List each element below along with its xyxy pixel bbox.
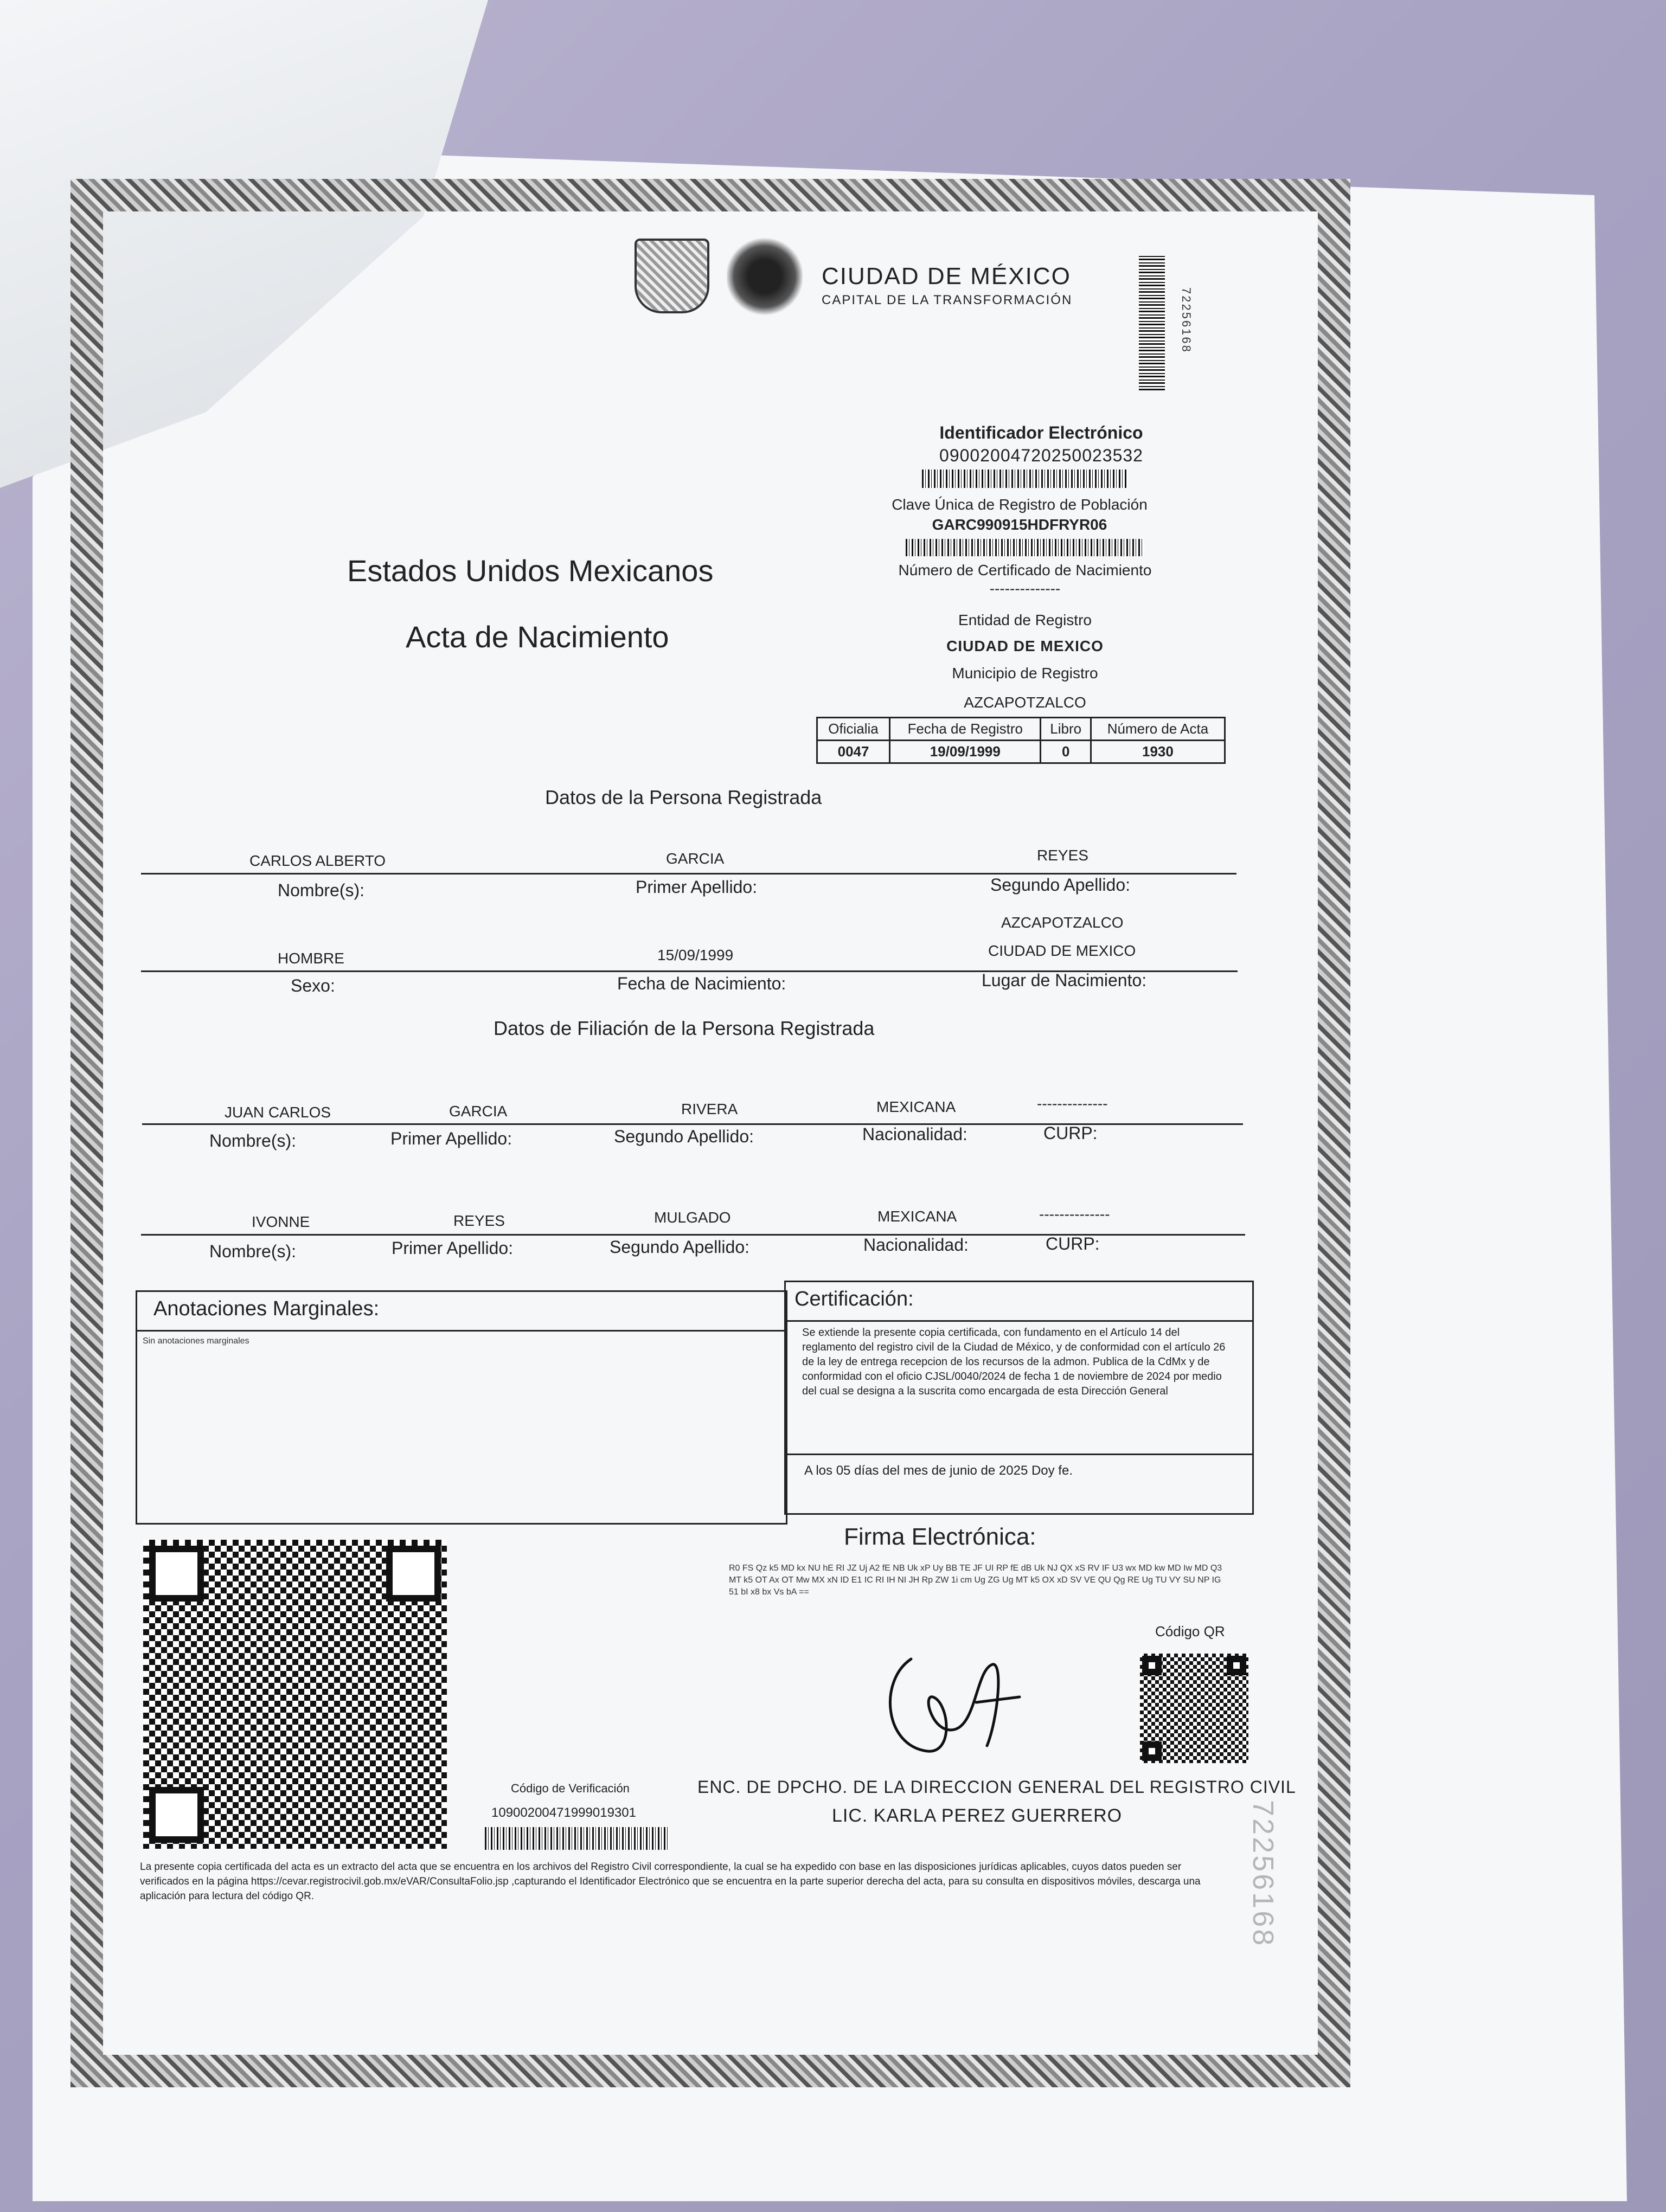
person-lugar-label: Lugar de Nacimiento: (982, 970, 1147, 990)
shield-emblem-icon (635, 239, 709, 313)
person-segundo-apellido: REYES (1037, 847, 1088, 864)
qr-label: Código QR (1155, 1623, 1225, 1639)
annotations-box (136, 1290, 787, 1525)
parent2-segundo: MULGADO (654, 1209, 731, 1226)
certification-title: Certificación: (794, 1288, 914, 1310)
person-nombres: CARLOS ALBERTO (249, 852, 386, 869)
city-name: CIUDAD DE MÉXICO (822, 263, 1071, 290)
vertical-folio: 72256168 (1180, 287, 1193, 353)
parent1-curp: -------------- (1037, 1095, 1108, 1112)
person-primer-apellido: GARCIA (666, 850, 725, 867)
curp-value: GARC990915HDFRYR06 (932, 516, 1107, 533)
parent2-primer: REYES (453, 1212, 505, 1229)
parent2-nombres-label: Nombre(s): (209, 1242, 297, 1261)
parent2-nacionalidad-label: Nacionalidad: (863, 1235, 969, 1255)
entidad-value: CIUDAD DE MEXICO (946, 638, 1104, 654)
header-numero-acta: Número de Acta (1091, 718, 1225, 741)
person-segundo-apellido-label: Segundo Apellido: (990, 875, 1130, 895)
curp-barcode (906, 539, 1144, 556)
person-nombres-label: Nombre(s): (278, 880, 365, 900)
header-oficialia: Oficialia (817, 718, 890, 741)
entidad-label: Entidad de Registro (958, 612, 1092, 628)
person-lugar-line1: AZCAPOTZALCO (1001, 914, 1124, 931)
municipio-value: AZCAPOTZALCO (964, 694, 1086, 711)
value-libro: 0 (1041, 741, 1091, 763)
certification-date: A los 05 días del mes de junio de 2025 Doy fe. (804, 1463, 1073, 1478)
parent2-curp-label: CURP: (1046, 1234, 1100, 1253)
parent1-segundo-label: Segundo Apellido: (614, 1127, 754, 1146)
cert-num-label: Número de Certificado de Nacimiento (898, 562, 1152, 578)
parent1-primer-label: Primer Apellido: (390, 1129, 512, 1148)
parent2-segundo-label: Segundo Apellido: (610, 1237, 749, 1257)
parent1-nacionalidad: MEXICANA (876, 1098, 956, 1115)
person-primer-apellido-label: Primer Apellido: (636, 877, 758, 897)
person-sexo-label: Sexo: (291, 976, 335, 995)
registry-table-values (817, 741, 1225, 763)
electronic-id-label: Identificador Electrónico (939, 423, 1143, 442)
person-fecha-label: Fecha de Nacimiento: (617, 974, 786, 993)
signature-hash: R0 FS Qz k5 MD kx NU hE RI JZ Uj A2 fE NB Uk xP Uy BB TE JF UI RP fE dB Uk NJ QX xS RV IF U3 wx MD kw MD Iw MD Q3 MT k5 OT Ax OT Mw MX xN ID E1 IC RI IH NI JH Rp ZW 1i cm Ug ZG Ug MT k5 OX xD SV VE QU Qg RE Ug TU VY SU NP IG 51 bI x8 bx Vs bA == (729, 1564, 1222, 1597)
certification-date-divider (786, 1454, 1252, 1455)
header-libro: Libro (1041, 718, 1091, 741)
filiation-section-title: Datos de Filiación de la Persona Registrada (494, 1017, 875, 1039)
parent2-primer-label: Primer Apellido: (392, 1238, 514, 1258)
certification-divider (786, 1320, 1252, 1322)
folio-bottom: 72256168 (1247, 1800, 1279, 1948)
electronic-id: 09002004720250023532 (939, 446, 1143, 465)
document-title: Acta de Nacimiento (406, 620, 669, 654)
qr-finder-pattern (149, 1787, 204, 1843)
footer-disclaimer: La presente copia certificada del acta es un extracto del acta que se encuentra en los archivos del Registro Civil correspondiente, la cual se ha expedido con base en las disposiciones jurídicas aplicables, cuyos datos pueden ser verificados en la página https://cevar.registrocivil.gob.mx/eVAR/ConsultaFolio.jsp ,capturando el Identificador Electrónico que se encuentra en la parte superior derecha del acta, para su consulta en dispositivos móviles, descarga una aplicación para lectura del código QR. (140, 1861, 1201, 1902)
parent1-nombres-label: Nombre(s): (209, 1131, 297, 1150)
header-fecha-registro: Fecha de Registro (890, 718, 1041, 741)
person-name-underline (141, 873, 1236, 874)
verif-label: Código de Verificación (511, 1782, 630, 1795)
person-sexo: HOMBRE (278, 950, 344, 967)
curp-label: Clave Única de Registro de Población (892, 496, 1148, 513)
city-tagline: CAPITAL DE LA TRANSFORMACIÓN (822, 293, 1073, 307)
verif-barcode (485, 1827, 669, 1850)
country-title: Estados Unidos Mexicanos (347, 554, 714, 588)
handwritten-signature-icon (868, 1637, 1030, 1767)
parent2-curp: -------------- (1039, 1206, 1110, 1223)
vertical-barcode (1139, 255, 1165, 390)
annotations-divider (137, 1330, 786, 1332)
official-title: ENC. DE DPCHO. DE LA DIRECCION GENERAL DEL REGISTRO CIVIL (697, 1777, 1296, 1797)
verification-qr-code (143, 1540, 447, 1849)
municipio-label: Municipio de Registro (952, 665, 1098, 681)
parent1-nombres: JUAN CARLOS (225, 1104, 331, 1121)
parent2-nacionalidad: MEXICANA (877, 1208, 957, 1225)
person-lugar-line2: CIUDAD DE MEXICO (988, 942, 1136, 959)
annotations-title: Anotaciones Marginales: (153, 1297, 380, 1320)
signature-title: Firma Electrónica: (844, 1523, 1036, 1550)
official-name: LIC. KARLA PEREZ GUERRERO (832, 1805, 1123, 1826)
certification-text: Se extiende la presente copia certificada, con fundamento en el Artículo 14 del reglamento del registro civil de la Ciudad de México, y de conformidad con el artículo 26 de la ley de entrega recepcion de los recursos de la admon. Publica de la CdMx y de conformidad con el oficio CJSL/0040/2024 de fecha 1 de noviembre de 2024 por medio del cual se designa a la suscrita como encargada de esta Dirección General (802, 1327, 1226, 1397)
parent1-nacionalidad-label: Nacionalidad: (862, 1124, 967, 1144)
electronic-id-barcode (922, 470, 1128, 488)
cdmx-logo-icon (727, 236, 803, 317)
annotations-content: Sin anotaciones marginales (143, 1336, 249, 1346)
verif-code: 10900200471999019301 (491, 1805, 636, 1820)
qr-finder-pattern (1142, 1741, 1162, 1761)
value-oficialia: 0047 (817, 741, 890, 763)
signature-qr-code (1140, 1654, 1248, 1763)
parent2-nombres: IVONNE (252, 1213, 310, 1230)
parent1-primer: GARCIA (449, 1103, 508, 1120)
parent1-segundo: RIVERA (681, 1101, 738, 1117)
person-section-title: Datos de la Persona Registrada (545, 786, 822, 808)
value-numero-acta: 1930 (1091, 741, 1225, 763)
registry-table (816, 717, 1226, 764)
registry-table-header (817, 718, 1225, 741)
person-fecha-nacimiento: 15/09/1999 (657, 947, 734, 963)
value-fecha-registro: 19/09/1999 (890, 741, 1041, 763)
certification-box (784, 1281, 1254, 1515)
cert-num-value: -------------- (989, 580, 1061, 597)
parent1-curp-label: CURP: (1043, 1123, 1098, 1143)
